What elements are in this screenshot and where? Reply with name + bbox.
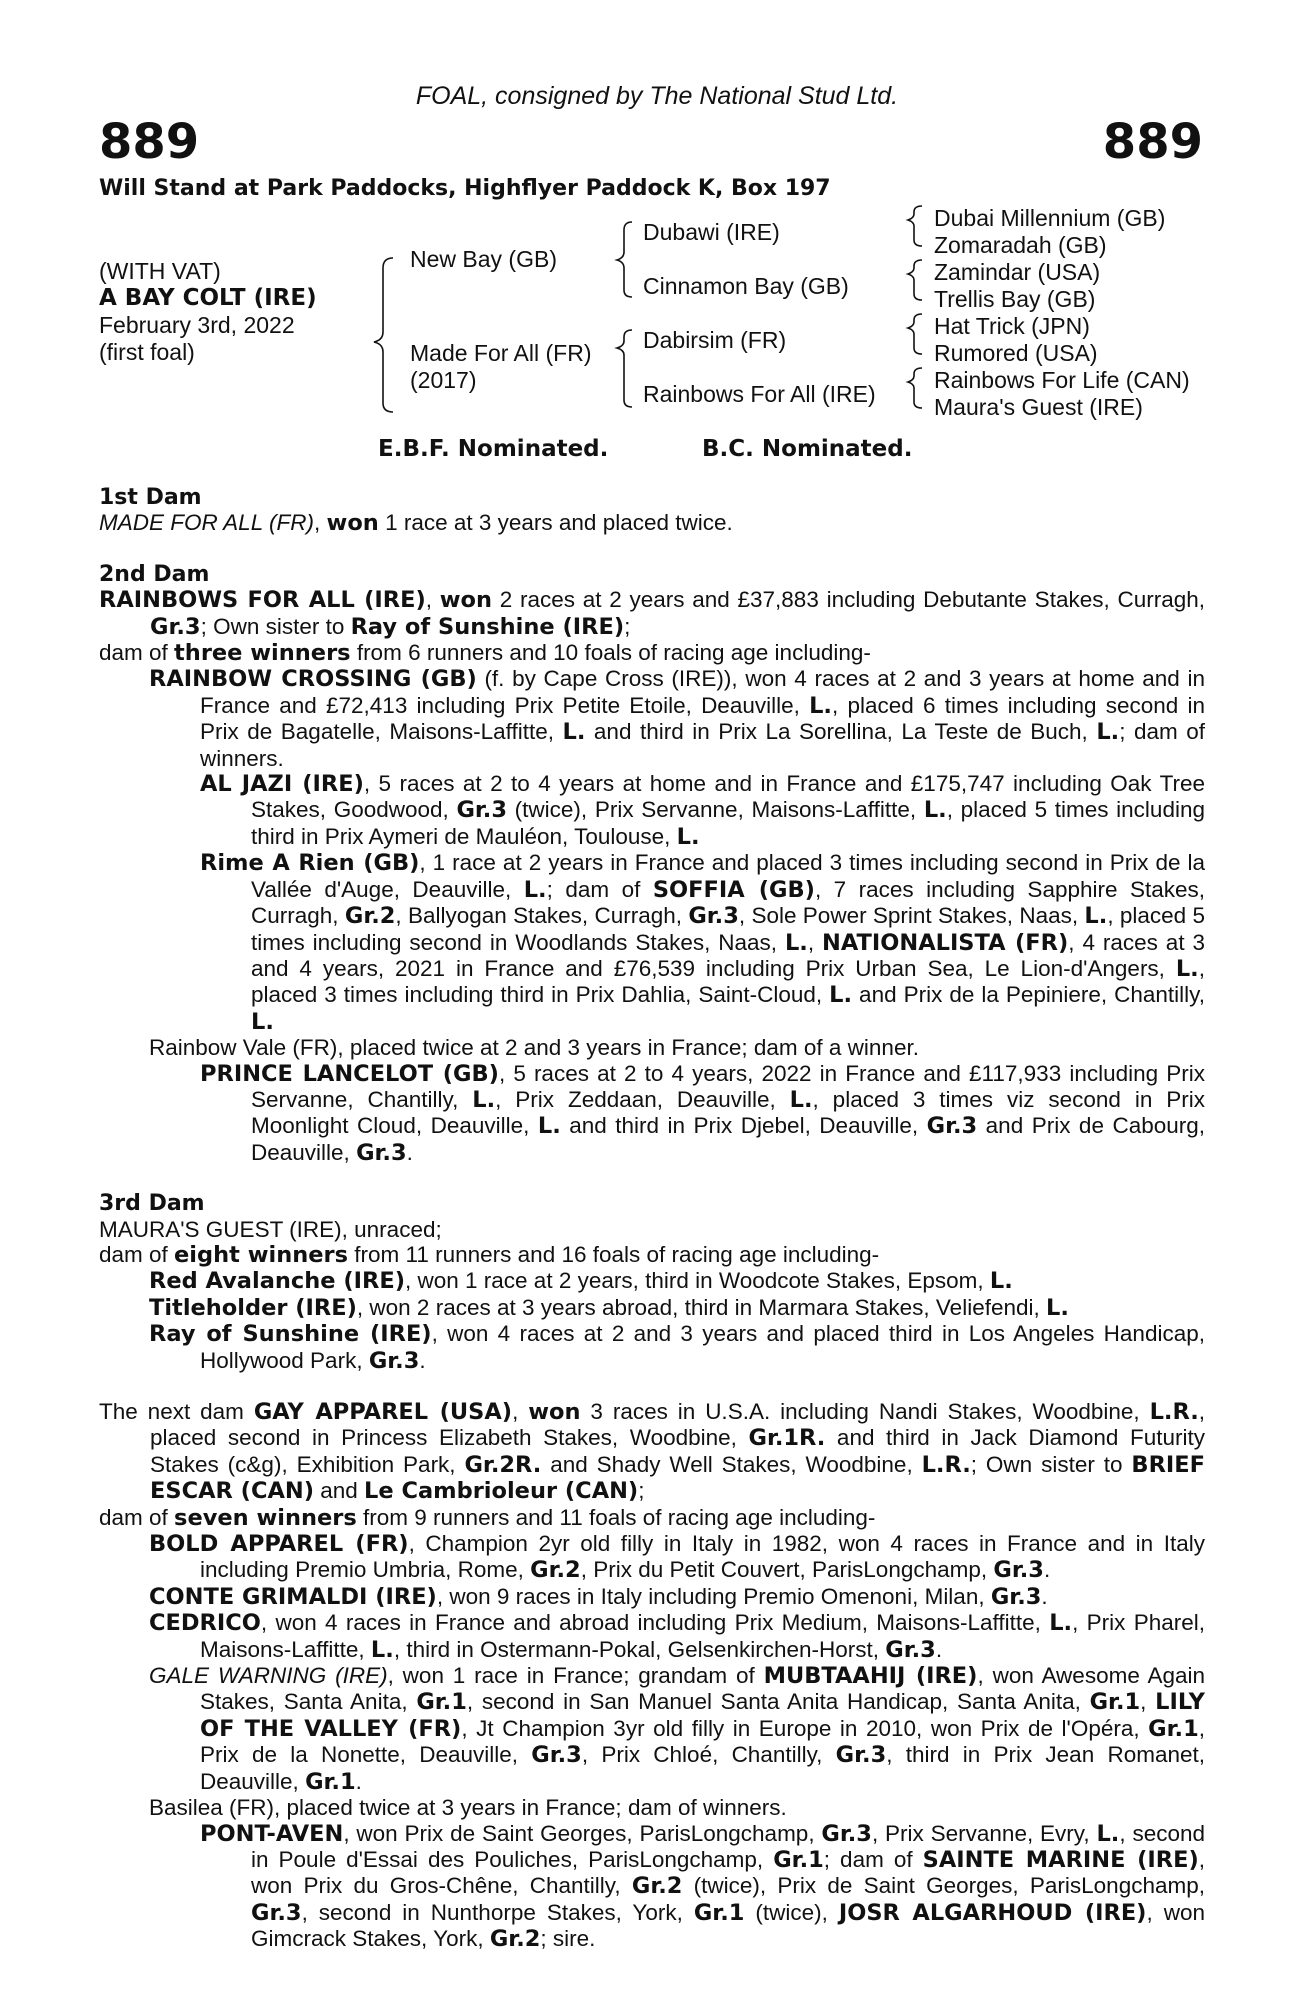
section-heading-3rd-dam: 3rd Dam: [99, 1191, 205, 1217]
text-run: , third in Ostermann-Pokal, Gelsenkirchen-Horst,: [393, 1636, 886, 1662]
text-run: , won Prix de Saint Georges, ParisLongchamp,: [343, 1820, 822, 1846]
grade: Gr.1: [305, 1768, 356, 1795]
produce-entry: [99, 1610, 1205, 1663]
grade: Gr.2R.: [464, 1451, 542, 1478]
text-run: , Prix Zeddaan, Deauville,: [495, 1086, 790, 1112]
foaling-date: February 3rd, 2022: [99, 312, 295, 338]
text-run: The next dam: [99, 1399, 254, 1424]
first-dam-entry: MADE FOR ALL (FR), won 1 race at 3 years and placed twice.: [99, 510, 733, 537]
dam-name: RAINBOWS FOR ALL (IRE): [99, 587, 426, 614]
grade: L.: [1084, 903, 1108, 930]
grade: L.: [829, 982, 853, 1009]
pedigree-gen2-4: Rainbows For All (IRE): [643, 381, 876, 407]
grade: Gr.3: [993, 1557, 1044, 1584]
produce-summary: [99, 1242, 1205, 1268]
grade: Gr.1: [773, 1846, 824, 1873]
grade: Gr.3: [821, 1820, 872, 1847]
grade: Gr.3: [251, 1899, 302, 1926]
grade: L.: [1096, 1820, 1120, 1847]
pedigree-gen3-6: Rumored (USA): [934, 340, 1098, 366]
text-run: and Prix de Cabourg, Deauville,: [251, 1113, 1206, 1165]
grade: Gr.3: [990, 1583, 1042, 1610]
pedigree-gen3-8: Maura's Guest (IRE): [934, 394, 1143, 420]
grade: L.: [784, 929, 808, 956]
horse-name: Red Avalanche (IRE): [149, 1268, 405, 1295]
text-run: , won 1 race in France; grandam of: [387, 1663, 764, 1689]
grade: Gr.2: [530, 1557, 581, 1584]
text-run: 2 races at 2 years and £37,883 including Debutante Stakes, Curragh,: [492, 587, 1205, 613]
text-run: , Prix du Petit Couvert, ParisLongchamp,: [580, 1557, 994, 1583]
grade: Gr.3: [368, 1347, 420, 1374]
third-dam-entry: MAURA'S GUEST (IRE), unraced;: [99, 1216, 442, 1242]
section-heading-2nd-dam: 2nd Dam: [99, 561, 210, 587]
sibling-name: BRIEF ESCAR (CAN): [150, 1451, 1206, 1505]
horse-name: JOSR ALGARHOUD (IRE): [838, 1899, 1147, 1926]
horse-name: GALE WARNING (IRE): [149, 1663, 388, 1689]
text-run: , second in Nunthorpe Stakes, York,: [301, 1899, 694, 1925]
produce-entry: Rainbow Vale (FR), placed twice at 2 and 3 years in France; dam of a winner.: [149, 1035, 919, 1061]
text-run: , third in Prix Jean Romanet, Deauville,: [200, 1742, 1205, 1794]
text-run: and third in Jack Diamond Futurity Stakes (c&g), Exhibition Park,: [150, 1425, 1205, 1477]
horse-name: NATIONALISTA (FR): [822, 929, 1069, 956]
text-run: ; dam of: [823, 1846, 923, 1872]
text-run: , Ballyogan Stakes, Curragh,: [395, 903, 689, 929]
text-run: , Prix Servanne, Evry,: [871, 1820, 1097, 1846]
text-run: dam of: [99, 1504, 175, 1530]
produce-entry: [99, 1531, 1205, 1584]
text-run: (f. by Cape Cross (IRE)), won 4 races at 2 and 3 years at home and in France and £72,413 including Prix Petite Etoile, Deauville,: [200, 666, 1205, 718]
sibling-name: Le Cambrioleur (CAN): [364, 1478, 639, 1505]
grade: Gr.1: [1089, 1689, 1141, 1716]
text-run: , Jt Champion 3yr old filly in Europe in 2010, won Prix de l'Opéra,: [461, 1715, 1149, 1741]
text-run: , 1 race at 2 years in France and placed 3 times including second in Prix de la Vallée d'Auge, Deauville,: [251, 850, 1206, 902]
lot-number-right: 889: [1102, 114, 1203, 170]
text-run: and third in Prix Djebel, Deauville,: [560, 1113, 927, 1139]
lot-number-left: 889: [99, 114, 200, 170]
text-run: .: [1041, 1583, 1048, 1609]
text-run: dam of: [99, 1241, 175, 1267]
won-label: won: [439, 587, 492, 614]
text-run: , placed second in Princess Elizabeth Stakes, Woodbine,: [150, 1399, 1206, 1451]
text-run: (twice),: [744, 1899, 839, 1925]
grade: Gr.3: [835, 1742, 887, 1769]
grade: Gr.3: [356, 1139, 407, 1166]
text-run: and: [313, 1478, 365, 1504]
grade: L.: [1175, 955, 1199, 982]
text-run: 1 race at 3 years and placed twice.: [378, 510, 733, 536]
text-run: , placed 3 times including third in Prix Dahlia, Saint-Cloud,: [251, 955, 1205, 1008]
consignment-line: FOAL, consigned by The National Stud Ltd.: [415, 82, 899, 110]
produce-entry: [99, 1321, 1205, 1374]
pedigree-gen3-1: Dubai Millennium (GB): [934, 205, 1166, 231]
grade: L.: [537, 1113, 561, 1140]
grade: Gr.1: [1148, 1715, 1199, 1742]
grade: L.: [989, 1268, 1013, 1295]
pedigree-gen3-2: Zomaradah (GB): [934, 232, 1107, 258]
text-run: , placed 3 times viz second in Prix Moonlight Cloud, Deauville,: [251, 1086, 1205, 1139]
grade: L.R.: [1149, 1399, 1199, 1425]
horse-name: BOLD APPAREL (FR): [149, 1531, 409, 1558]
horse-name: PONT-AVEN: [200, 1820, 344, 1847]
dam-name: GAY APPAREL (USA): [253, 1399, 513, 1425]
grade: Gr.2: [631, 1873, 683, 1900]
text-run: .: [355, 1768, 362, 1794]
produce-entry: [99, 1821, 1205, 1953]
horse-name: AL JAZI (IRE): [200, 771, 364, 798]
produce-entry: [99, 1295, 1205, 1321]
dam-year: (2017): [410, 367, 477, 393]
text-run: 3 races in U.S.A. including Nandi Stakes, Woodbine,: [580, 1399, 1150, 1424]
grade: Gr.1R.: [748, 1425, 826, 1452]
text-run: , won 4 races at 2 and 3 years and placed third in Los Angeles Handicap, Hollywood Park,: [200, 1321, 1205, 1373]
grade: Gr.2: [344, 903, 396, 930]
text-run: ,: [1140, 1689, 1156, 1715]
grade: L.: [472, 1086, 496, 1113]
horse-name: Titleholder (IRE): [149, 1294, 357, 1321]
text-run: , second in Poule d'Essai des Pouliches, ParisLongchamp,: [251, 1820, 1205, 1872]
produce-entry: [99, 771, 1205, 850]
horse-name: PRINCE LANCELOT (GB): [200, 1060, 499, 1087]
grade: Gr.3: [926, 1113, 978, 1140]
horse-name: CEDRICO: [149, 1610, 261, 1637]
text-run: .: [406, 1139, 413, 1165]
text-run: dam of: [99, 640, 175, 666]
dam-name: MADE FOR ALL (FR): [99, 510, 315, 536]
produce-summary: [99, 640, 1205, 666]
text-run: ; Own sister to: [200, 613, 351, 639]
text-run: ;: [624, 613, 631, 639]
text-run: , won 1 race at 2 years, third in Woodcote Stakes, Epsom,: [404, 1268, 990, 1294]
section-heading-1st-dam: 1st Dam: [99, 485, 202, 510]
grade: L.: [1049, 1610, 1073, 1637]
text-run: , 4 races at 3 and 4 years, 2021 in France and £76,539 including Prix Urban Sea, Le Lion-d'Angers,: [251, 929, 1205, 981]
text-run: , won Gimcrack Stakes, York,: [251, 1899, 1205, 1952]
produce-entry: [99, 1663, 1205, 1795]
text-run: from 11 runners and 16 foals of racing age including-: [348, 1241, 880, 1267]
text-run: , won 4 races in France and abroad including Prix Medium, Maisons-Laffitte,: [260, 1610, 1050, 1636]
horse-name: Ray of Sunshine (IRE): [149, 1321, 432, 1348]
grade: Gr.3: [885, 1636, 936, 1663]
grade: L.: [809, 692, 832, 719]
text-run: , Prix de la Nonette, Deauville,: [200, 1715, 1205, 1768]
pedigree-gen2-2: Cinnamon Bay (GB): [643, 273, 849, 299]
text-run: , placed 5 times including third in Prix Aymeri de Mauléon, Toulouse,: [251, 797, 1205, 849]
grade: L.: [676, 823, 700, 850]
text-run: .: [935, 1636, 943, 1662]
text-run: and Prix de la Pepiniere, Chantilly,: [852, 982, 1206, 1008]
pedigree-gen3-5: Hat Trick (JPN): [934, 313, 1090, 339]
grade: Gr.2: [489, 1926, 541, 1953]
grade: Gr.3: [688, 903, 739, 930]
text-run: , won 2 races at 3 years abroad, third in Marmara Stakes, Veliefendi,: [356, 1294, 1047, 1320]
text-run: , placed 5 times including second in Woodlands Stakes, Naas,: [251, 903, 1206, 955]
winners-count: three winners: [174, 640, 351, 667]
grade: L.: [523, 876, 547, 903]
produce-entry: [99, 1268, 1205, 1294]
foal-note: (first foal): [99, 339, 195, 365]
produce-summary: [99, 1505, 1205, 1531]
produce-entry: [99, 1061, 1205, 1167]
dam-name: Made For All (FR): [410, 340, 592, 366]
grade: L.: [562, 719, 586, 746]
text-run: , won Prix du Gros-Chêne, Chantilly,: [251, 1846, 1205, 1899]
ebf-nomination: E.B.F. Nominated.: [378, 436, 609, 462]
grade: L.: [1046, 1294, 1069, 1321]
horse-name: MUBTAAHIJ (IRE): [763, 1663, 978, 1690]
grade: Gr.3: [150, 613, 201, 640]
sire-name: New Bay (GB): [410, 246, 557, 272]
horse-name: RAINBOW CROSSING (GB): [149, 666, 477, 693]
pedigree-gen2-3: Dabirsim (FR): [643, 327, 787, 353]
produce-entry: [99, 666, 1205, 771]
stand-location: Will Stand at Park Paddocks, Highflyer Paddock K, Box 197: [99, 176, 831, 201]
text-run: , Sole Power Sprint Stakes, Naas,: [738, 903, 1085, 929]
horse-name: SOFFIA (GB): [652, 876, 815, 903]
text-run: ;: [638, 1478, 645, 1504]
vat-label: (WITH VAT): [99, 258, 221, 284]
text-run: ; dam of winners.: [200, 719, 1205, 771]
horse-name: Rime A Rien (GB): [200, 850, 420, 877]
text-run: (twice), Prix Servanne, Maisons-Laffitte,: [507, 797, 924, 823]
text-run: (twice), Prix de Saint Georges, ParisLongchamp,: [682, 1873, 1205, 1899]
sibling-name: Ray of Sunshine (IRE): [350, 613, 625, 640]
text-run: , second in San Manuel Santa Anita Handicap, Santa Anita,: [466, 1689, 1090, 1715]
pedigree-gen3-3: Zamindar (USA): [934, 259, 1101, 285]
grade: Gr.1: [416, 1689, 467, 1716]
grade: Gr.1: [693, 1899, 745, 1926]
text-run: from 9 runners and 11 foals of racing age including-: [356, 1504, 876, 1530]
grade: L.: [923, 797, 947, 824]
pedigree-gen3-7: Rainbows For Life (CAN): [934, 367, 1190, 393]
winners-count: eight winners: [174, 1241, 349, 1268]
produce-entry: [99, 1584, 1205, 1610]
text-run: and Shady Well Stakes, Woodbine,: [541, 1451, 922, 1477]
produce-entry: Basilea (FR), placed twice at 3 years in France; dam of winners.: [149, 1795, 787, 1821]
second-dam-entry: RAINBOWS FOR ALL (IRE), won 2 races at 2 years and £37,883 including Debutante Stakes, Curragh, Gr.3; Own sister to Ray of Sunshine (IRE);: [99, 587, 1205, 640]
won-label: won: [326, 510, 379, 537]
produce-entry: [99, 850, 1205, 1035]
pedigree-gen3-4: Trellis Bay (GB): [934, 286, 1096, 312]
text-run: ; dam of: [546, 876, 653, 902]
text-run: , 7 races including Sapphire Stakes, Curragh,: [251, 876, 1206, 929]
next-dam-entry: The next dam GAY APPAREL (USA), won 3 races in U.S.A. including Nandi Stakes, Woodbine, L.R., placed second in Princess Elizabeth Stakes, Woodbine, Gr.1R. and third in Jack Diamond Futurity Stakes (c&g), Exhibition Park, Gr.2R. and Shady Well Stakes, Woodbine, L.R.; Own sister to BRIEF ESCAR (CAN) and Le Cambrioleur (CAN);: [99, 1399, 1206, 1505]
won-label: won: [528, 1399, 581, 1425]
grade: Gr.3: [531, 1742, 582, 1769]
text-run: , 5 races at 2 to 4 years at home and in France and £175,747 including Oak Tree Stakes, Goodwood,: [251, 771, 1205, 823]
text-run: , won 9 races in Italy including Premio Omenoni, Milan,: [436, 1583, 991, 1609]
text-run: , placed 6 times including second in Prix de Bagatelle, Maisons-Laffitte,: [200, 692, 1206, 745]
grade: L.: [789, 1086, 813, 1113]
text-run: , Prix Chloé, Chantilly,: [581, 1742, 836, 1768]
horse-name: LILY OF THE VALLEY (FR): [200, 1689, 1205, 1742]
catalogue-body: [99, 485, 1205, 1953]
bc-nomination: B.C. Nominated.: [702, 436, 913, 462]
text-run: .: [419, 1347, 426, 1373]
grade: L.R.: [921, 1451, 971, 1478]
text-run: , Prix Pharel, Maisons-Laffitte,: [200, 1610, 1206, 1662]
text-run: , 5 races at 2 to 4 years, 2022 in France and £117,933 including Prix Servanne, Chantilly,: [251, 1060, 1205, 1112]
text-run: and third in Prix La Sorellina, La Teste de Buch,: [585, 719, 1097, 745]
grade: L.: [370, 1636, 394, 1663]
text-run: from 6 runners and 10 foals of racing age including-: [350, 640, 871, 666]
horse-name: CONTE GRIMALDI (IRE): [149, 1583, 437, 1610]
horse-name: SAINTE MARINE (IRE): [922, 1846, 1199, 1873]
text-run: ; Own sister to: [970, 1451, 1132, 1477]
horse-name: A BAY COLT (IRE): [99, 285, 317, 311]
grade: L.: [1096, 719, 1120, 746]
text-run: ; sire.: [540, 1926, 596, 1952]
winners-count: seven winners: [174, 1504, 357, 1531]
text-run: ,: [807, 929, 823, 955]
text-run: , Champion 2yr old filly in Italy in 1982, won 4 races in France and in Italy including Premio Umbria, Rome,: [200, 1531, 1205, 1583]
text-run: , won Awesome Again Stakes, Santa Anita,: [200, 1663, 1205, 1715]
text-run: .: [1043, 1557, 1051, 1583]
grade: Gr.3: [456, 797, 508, 824]
grade: L.: [251, 1008, 274, 1035]
pedigree-gen2-1: Dubawi (IRE): [643, 219, 780, 245]
